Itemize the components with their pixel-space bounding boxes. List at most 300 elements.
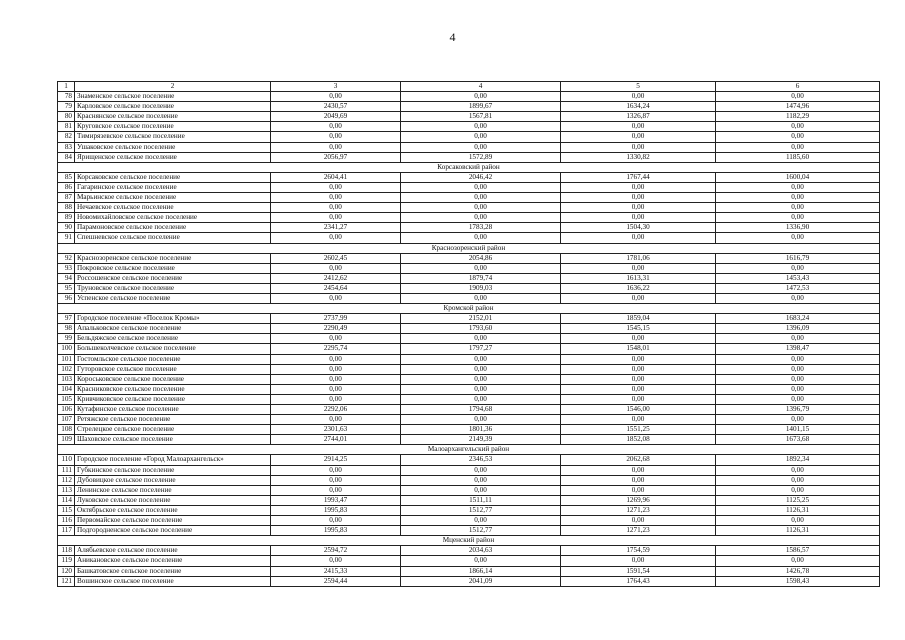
value-cell-col6: 1401,15 bbox=[716, 425, 880, 435]
row-number: 85 bbox=[58, 172, 75, 182]
table-row bbox=[58, 475, 880, 485]
value-cell-col4: 1801,36 bbox=[401, 425, 561, 435]
value-cell-col4: 0,00 bbox=[401, 384, 561, 394]
value-cell-col4: 0,00 bbox=[401, 394, 561, 404]
settlement-name: Первомайское сельское поселение bbox=[75, 516, 271, 526]
settlement-name: Бельдяжское сельское поселение bbox=[75, 334, 271, 344]
row-number: 98 bbox=[58, 324, 75, 334]
settlement-name: Новомихайловское сельское поселение bbox=[75, 213, 271, 223]
value-cell-col3: 2341,27 bbox=[271, 223, 401, 233]
table-row bbox=[58, 364, 880, 374]
district-row bbox=[58, 445, 880, 455]
value-cell-col4: 0,00 bbox=[401, 374, 561, 384]
value-cell-col6: 1396,79 bbox=[716, 405, 880, 415]
value-cell-col6: 0,00 bbox=[716, 374, 880, 384]
value-cell-col5: 1326,87 bbox=[561, 112, 716, 122]
value-cell-col6: 1892,34 bbox=[716, 455, 880, 465]
row-number: 104 bbox=[58, 384, 75, 394]
value-cell-col6: 1125,25 bbox=[716, 495, 880, 505]
value-cell-col4: 0,00 bbox=[401, 475, 561, 485]
value-cell-col5: 1852,08 bbox=[561, 435, 716, 445]
value-cell-col3: 0,00 bbox=[271, 475, 401, 485]
value-cell-col3: 0,00 bbox=[271, 193, 401, 203]
value-cell-col6: 1453,43 bbox=[716, 273, 880, 283]
row-number: 109 bbox=[58, 435, 75, 445]
row-number: 93 bbox=[58, 263, 75, 273]
row-number: 101 bbox=[58, 354, 75, 364]
value-cell-col4: 0,00 bbox=[401, 122, 561, 132]
row-number: 115 bbox=[58, 505, 75, 515]
value-cell-col5: 0,00 bbox=[561, 364, 716, 374]
value-cell-col5: 1859,04 bbox=[561, 314, 716, 324]
settlement-name: Башкатовское сельское поселение bbox=[75, 566, 271, 576]
value-cell-col4: 0,00 bbox=[401, 193, 561, 203]
row-number: 108 bbox=[58, 425, 75, 435]
settlement-name: Ленинское сельское поселение bbox=[75, 485, 271, 495]
settlement-name: Стрелецкое сельское поселение bbox=[75, 425, 271, 435]
header-cell: 6 bbox=[716, 82, 880, 92]
value-cell-col6: 0,00 bbox=[716, 394, 880, 404]
table-row bbox=[58, 112, 880, 122]
value-cell-col4: 2149,39 bbox=[401, 435, 561, 445]
value-cell-col3: 2412,62 bbox=[271, 273, 401, 283]
value-cell-col5: 0,00 bbox=[561, 516, 716, 526]
value-cell-col4: 1572,89 bbox=[401, 152, 561, 162]
value-cell-col4: 1879,74 bbox=[401, 273, 561, 283]
value-cell-col4: 0,00 bbox=[401, 293, 561, 303]
settlement-name: Краснянское сельское поселение bbox=[75, 112, 271, 122]
row-number: 88 bbox=[58, 203, 75, 213]
value-cell-col6: 0,00 bbox=[716, 354, 880, 364]
value-cell-col6: 1600,04 bbox=[716, 172, 880, 182]
table-row bbox=[58, 182, 880, 192]
row-number: 116 bbox=[58, 516, 75, 526]
table-row bbox=[58, 546, 880, 556]
settlement-name: Подгородненское сельское поселение bbox=[75, 526, 271, 536]
row-number: 113 bbox=[58, 485, 75, 495]
table-row bbox=[58, 122, 880, 132]
settlement-name: Россошенское сельское поселение bbox=[75, 273, 271, 283]
value-cell-col5: 1330,82 bbox=[561, 152, 716, 162]
table-row bbox=[58, 203, 880, 213]
table-row bbox=[58, 152, 880, 162]
settlement-name: Ушаковское сельское поселение bbox=[75, 142, 271, 152]
value-cell-col3: 0,00 bbox=[271, 516, 401, 526]
value-cell-col6: 0,00 bbox=[716, 92, 880, 102]
value-cell-col4: 2152,01 bbox=[401, 314, 561, 324]
value-cell-col6: 1336,90 bbox=[716, 223, 880, 233]
value-cell-col6: 0,00 bbox=[716, 293, 880, 303]
value-cell-col5: 0,00 bbox=[561, 334, 716, 344]
row-number: 102 bbox=[58, 364, 75, 374]
value-cell-col6: 0,00 bbox=[716, 364, 880, 374]
settlement-name: Гуторовское сельское поселение bbox=[75, 364, 271, 374]
value-cell-col3: 0,00 bbox=[271, 354, 401, 364]
value-cell-col6: 0,00 bbox=[716, 182, 880, 192]
value-cell-col5: 0,00 bbox=[561, 142, 716, 152]
value-cell-col3: 0,00 bbox=[271, 384, 401, 394]
table-row bbox=[58, 374, 880, 384]
table-row bbox=[58, 273, 880, 283]
value-cell-col4: 1866,14 bbox=[401, 566, 561, 576]
value-cell-col6: 1126,31 bbox=[716, 526, 880, 536]
value-cell-col4: 0,00 bbox=[401, 364, 561, 374]
value-cell-col5: 0,00 bbox=[561, 132, 716, 142]
value-cell-col6: 1586,57 bbox=[716, 546, 880, 556]
settlement-name: Шаховское сельское поселение bbox=[75, 435, 271, 445]
table-row bbox=[58, 102, 880, 112]
value-cell-col4: 0,00 bbox=[401, 132, 561, 142]
row-number: 107 bbox=[58, 415, 75, 425]
table-row bbox=[58, 495, 880, 505]
value-cell-col5: 0,00 bbox=[561, 193, 716, 203]
settlement-name: Красниковское сельское поселение bbox=[75, 384, 271, 394]
value-cell-col4: 1567,81 bbox=[401, 112, 561, 122]
row-number: 86 bbox=[58, 182, 75, 192]
row-number: 92 bbox=[58, 253, 75, 263]
value-cell-col5: 0,00 bbox=[561, 415, 716, 425]
district-name: Малоархангельский район bbox=[58, 445, 880, 455]
value-cell-col6: 1616,79 bbox=[716, 253, 880, 263]
value-cell-col6: 1472,53 bbox=[716, 283, 880, 293]
row-number: 89 bbox=[58, 213, 75, 223]
settlement-name: Гостомльское сельское поселение bbox=[75, 354, 271, 364]
value-cell-col6: 1683,24 bbox=[716, 314, 880, 324]
value-cell-col3: 0,00 bbox=[271, 203, 401, 213]
row-number: 95 bbox=[58, 283, 75, 293]
value-cell-col5: 0,00 bbox=[561, 556, 716, 566]
settlement-name: Дубовицкое сельское поселение bbox=[75, 475, 271, 485]
value-cell-col3: 0,00 bbox=[271, 92, 401, 102]
value-cell-col4: 1794,68 bbox=[401, 405, 561, 415]
value-cell-col6: 0,00 bbox=[716, 516, 880, 526]
settlement-name: Знаменское сельское поселение bbox=[75, 92, 271, 102]
value-cell-col3: 2602,45 bbox=[271, 253, 401, 263]
value-cell-col3: 0,00 bbox=[271, 182, 401, 192]
value-cell-col3: 0,00 bbox=[271, 132, 401, 142]
value-cell-col3: 1993,47 bbox=[271, 495, 401, 505]
value-cell-col4: 0,00 bbox=[401, 465, 561, 475]
district-name: Краснозоренский район bbox=[58, 243, 880, 253]
row-number: 94 bbox=[58, 273, 75, 283]
row-number: 79 bbox=[58, 102, 75, 112]
value-cell-col5: 0,00 bbox=[561, 203, 716, 213]
value-cell-col5: 0,00 bbox=[561, 293, 716, 303]
table-row bbox=[58, 324, 880, 334]
row-number: 99 bbox=[58, 334, 75, 344]
table-row bbox=[58, 263, 880, 273]
settlement-name: Апальковское сельское поселение bbox=[75, 324, 271, 334]
settlement-name: Марьинское сельское поселение bbox=[75, 193, 271, 203]
district-row bbox=[58, 243, 880, 253]
value-cell-col4: 0,00 bbox=[401, 92, 561, 102]
table-row bbox=[58, 556, 880, 566]
settlement-name: Гагаринское сельское поселение bbox=[75, 182, 271, 192]
table-row bbox=[58, 213, 880, 223]
row-number: 111 bbox=[58, 465, 75, 475]
value-cell-col6: 0,00 bbox=[716, 334, 880, 344]
row-number: 87 bbox=[58, 193, 75, 203]
value-cell-col5: 0,00 bbox=[561, 485, 716, 495]
value-cell-col5: 1636,22 bbox=[561, 283, 716, 293]
settlement-name: Ретяжское сельское поселение bbox=[75, 415, 271, 425]
settlement-name: Спешневское сельское поселение bbox=[75, 233, 271, 243]
value-cell-col3: 0,00 bbox=[271, 465, 401, 475]
table-row bbox=[58, 516, 880, 526]
value-cell-col3: 0,00 bbox=[271, 334, 401, 344]
row-number: 78 bbox=[58, 92, 75, 102]
value-cell-col5: 0,00 bbox=[561, 374, 716, 384]
value-cell-col6: 1396,09 bbox=[716, 324, 880, 334]
value-cell-col3: 0,00 bbox=[271, 364, 401, 374]
value-cell-col5: 1634,24 bbox=[561, 102, 716, 112]
settlement-name: Нечаевское сельское поселение bbox=[75, 203, 271, 213]
value-cell-col3: 0,00 bbox=[271, 415, 401, 425]
value-cell-col3: 2292,06 bbox=[271, 405, 401, 415]
table-row bbox=[58, 455, 880, 465]
settlement-name: Октябрьское сельское поселение bbox=[75, 505, 271, 515]
value-cell-col5: 1271,23 bbox=[561, 526, 716, 536]
row-number: 82 bbox=[58, 132, 75, 142]
value-cell-col5: 0,00 bbox=[561, 92, 716, 102]
value-cell-col5: 1591,54 bbox=[561, 566, 716, 576]
value-cell-col5: 2062,68 bbox=[561, 455, 716, 465]
value-cell-col3: 0,00 bbox=[271, 142, 401, 152]
settlement-name: Губкинское сельское поселение bbox=[75, 465, 271, 475]
row-number: 117 bbox=[58, 526, 75, 536]
value-cell-col4: 1511,11 bbox=[401, 495, 561, 505]
header-cell: 1 bbox=[58, 82, 75, 92]
value-cell-col4: 0,00 bbox=[401, 213, 561, 223]
value-cell-col4: 2346,53 bbox=[401, 455, 561, 465]
value-cell-col6: 0,00 bbox=[716, 142, 880, 152]
value-cell-col6: 0,00 bbox=[716, 263, 880, 273]
value-cell-col4: 1793,60 bbox=[401, 324, 561, 334]
row-number: 105 bbox=[58, 394, 75, 404]
settlement-name: Ярищенское сельское поселение bbox=[75, 152, 271, 162]
value-cell-col6: 0,00 bbox=[716, 485, 880, 495]
row-number: 103 bbox=[58, 374, 75, 384]
table-row bbox=[58, 92, 880, 102]
value-cell-col3: 2604,41 bbox=[271, 172, 401, 182]
value-cell-col4: 0,00 bbox=[401, 415, 561, 425]
table-row bbox=[58, 354, 880, 364]
district-name: Мценский район bbox=[58, 536, 880, 546]
value-cell-col3: 2737,99 bbox=[271, 314, 401, 324]
district-row bbox=[58, 304, 880, 314]
row-number: 114 bbox=[58, 495, 75, 505]
settlement-name: Краснозоренское сельское поселение bbox=[75, 253, 271, 263]
value-cell-col3: 2430,57 bbox=[271, 102, 401, 112]
table-row bbox=[58, 193, 880, 203]
district-name: Кромской район bbox=[58, 304, 880, 314]
table-row bbox=[58, 465, 880, 475]
value-cell-col6: 0,00 bbox=[716, 556, 880, 566]
settlement-name: Короськовское сельское поселение bbox=[75, 374, 271, 384]
table-row bbox=[58, 415, 880, 425]
page-number: 4 bbox=[449, 30, 456, 44]
value-cell-col5: 1613,31 bbox=[561, 273, 716, 283]
value-cell-col3: 0,00 bbox=[271, 233, 401, 243]
value-cell-col3: 0,00 bbox=[271, 556, 401, 566]
value-cell-col3: 2415,33 bbox=[271, 566, 401, 576]
table-row bbox=[58, 334, 880, 344]
value-cell-col5: 0,00 bbox=[561, 263, 716, 273]
row-number: 80 bbox=[58, 112, 75, 122]
row-number: 119 bbox=[58, 556, 75, 566]
value-cell-col6: 1126,31 bbox=[716, 505, 880, 515]
settlement-name: Луковское сельское поселение bbox=[75, 495, 271, 505]
value-cell-col3: 2295,74 bbox=[271, 344, 401, 354]
value-cell-col4: 1909,03 bbox=[401, 283, 561, 293]
value-cell-col3: 2049,69 bbox=[271, 112, 401, 122]
value-cell-col3: 2290,49 bbox=[271, 324, 401, 334]
value-cell-col5: 1767,44 bbox=[561, 172, 716, 182]
value-cell-col6: 0,00 bbox=[716, 384, 880, 394]
table-row bbox=[58, 566, 880, 576]
table-row bbox=[58, 283, 880, 293]
district-name: Корсаковский район bbox=[58, 162, 880, 172]
settlement-name: Городское поселение «Город Малоархангельск» bbox=[75, 455, 271, 465]
value-cell-col3: 0,00 bbox=[271, 213, 401, 223]
row-number: 100 bbox=[58, 344, 75, 354]
table-row bbox=[58, 293, 880, 303]
value-cell-col4: 0,00 bbox=[401, 203, 561, 213]
value-cell-col4: 0,00 bbox=[401, 354, 561, 364]
settlement-name: Алябьевское сельское поселение bbox=[75, 546, 271, 556]
value-cell-col5: 0,00 bbox=[561, 354, 716, 364]
row-number: 81 bbox=[58, 122, 75, 132]
table-header-row bbox=[58, 82, 880, 92]
header-cell: 5 bbox=[561, 82, 716, 92]
value-cell-col5: 1546,00 bbox=[561, 405, 716, 415]
settlement-name: Аникановское сельское поселение bbox=[75, 556, 271, 566]
table-row bbox=[58, 384, 880, 394]
value-cell-col4: 0,00 bbox=[401, 516, 561, 526]
value-cell-col5: 0,00 bbox=[561, 475, 716, 485]
row-number: 112 bbox=[58, 475, 75, 485]
value-cell-col6: 1426,78 bbox=[716, 566, 880, 576]
row-number: 118 bbox=[58, 546, 75, 556]
district-row bbox=[58, 536, 880, 546]
value-cell-col6: 1474,96 bbox=[716, 102, 880, 112]
value-cell-col3: 1995,83 bbox=[271, 505, 401, 515]
value-cell-col3: 2594,44 bbox=[271, 576, 401, 586]
settlement-name: Вошинское сельское поселение bbox=[75, 576, 271, 586]
settlement-name: Успенское сельское поселение bbox=[75, 293, 271, 303]
row-number: 120 bbox=[58, 566, 75, 576]
value-cell-col5: 1764,43 bbox=[561, 576, 716, 586]
settlement-name: Карловское сельское поселение bbox=[75, 102, 271, 112]
value-cell-col3: 0,00 bbox=[271, 122, 401, 132]
table-row bbox=[58, 576, 880, 586]
row-number: 97 bbox=[58, 314, 75, 324]
district-row bbox=[58, 162, 880, 172]
value-cell-col5: 0,00 bbox=[561, 182, 716, 192]
value-cell-col4: 1512,77 bbox=[401, 526, 561, 536]
value-cell-col3: 2744,01 bbox=[271, 435, 401, 445]
value-cell-col5: 1545,15 bbox=[561, 324, 716, 334]
settlement-name: Корсаковское сельское поселение bbox=[75, 172, 271, 182]
value-cell-col6: 0,00 bbox=[716, 475, 880, 485]
header-cell: 2 bbox=[75, 82, 271, 92]
value-cell-col6: 0,00 bbox=[716, 465, 880, 475]
value-cell-col6: 1182,29 bbox=[716, 112, 880, 122]
value-cell-col4: 0,00 bbox=[401, 334, 561, 344]
value-cell-col5: 1504,30 bbox=[561, 223, 716, 233]
row-number: 110 bbox=[58, 455, 75, 465]
row-number: 96 bbox=[58, 293, 75, 303]
value-cell-col5: 1269,96 bbox=[561, 495, 716, 505]
value-cell-col6: 0,00 bbox=[716, 415, 880, 425]
value-cell-col5: 1551,25 bbox=[561, 425, 716, 435]
value-cell-col5: 0,00 bbox=[561, 233, 716, 243]
value-cell-col3: 0,00 bbox=[271, 374, 401, 384]
settlement-name: Парамоновское сельское поселение bbox=[75, 223, 271, 233]
settlement-name: Кривчиковское сельское поселение bbox=[75, 394, 271, 404]
table-row bbox=[58, 344, 880, 354]
row-number: 83 bbox=[58, 142, 75, 152]
table-row bbox=[58, 505, 880, 515]
value-cell-col3: 0,00 bbox=[271, 263, 401, 273]
value-cell-col4: 0,00 bbox=[401, 142, 561, 152]
table-row bbox=[58, 132, 880, 142]
value-cell-col6: 0,00 bbox=[716, 122, 880, 132]
value-cell-col4: 2034,63 bbox=[401, 546, 561, 556]
value-cell-col4: 1512,77 bbox=[401, 505, 561, 515]
settlement-table bbox=[57, 81, 880, 587]
row-number: 91 bbox=[58, 233, 75, 243]
value-cell-col6: 0,00 bbox=[716, 203, 880, 213]
row-number: 106 bbox=[58, 405, 75, 415]
table-row bbox=[58, 405, 880, 415]
table-row bbox=[58, 425, 880, 435]
row-number: 121 bbox=[58, 576, 75, 586]
value-cell-col6: 0,00 bbox=[716, 233, 880, 243]
value-cell-col4: 2054,86 bbox=[401, 253, 561, 263]
header-cell: 4 bbox=[401, 82, 561, 92]
value-cell-col5: 1781,06 bbox=[561, 253, 716, 263]
value-cell-col5: 1271,23 bbox=[561, 505, 716, 515]
value-cell-col3: 2301,63 bbox=[271, 425, 401, 435]
settlement-name: Покровское сельское поселение bbox=[75, 263, 271, 273]
value-cell-col6: 1598,43 bbox=[716, 576, 880, 586]
value-cell-col3: 0,00 bbox=[271, 485, 401, 495]
value-cell-col3: 0,00 bbox=[271, 293, 401, 303]
table-row bbox=[58, 172, 880, 182]
value-cell-col6: 1673,68 bbox=[716, 435, 880, 445]
table-row bbox=[58, 526, 880, 536]
value-cell-col3: 2914,25 bbox=[271, 455, 401, 465]
value-cell-col5: 0,00 bbox=[561, 384, 716, 394]
value-cell-col4: 0,00 bbox=[401, 233, 561, 243]
value-cell-col3: 2454,64 bbox=[271, 283, 401, 293]
table-row bbox=[58, 435, 880, 445]
header-cell: 3 bbox=[271, 82, 401, 92]
value-cell-col4: 0,00 bbox=[401, 485, 561, 495]
table-row bbox=[58, 142, 880, 152]
value-cell-col4: 1783,28 bbox=[401, 223, 561, 233]
settlement-name: Большеколчевское сельское поселение bbox=[75, 344, 271, 354]
value-cell-col4: 0,00 bbox=[401, 182, 561, 192]
value-cell-col5: 1548,01 bbox=[561, 344, 716, 354]
value-cell-col4: 0,00 bbox=[401, 556, 561, 566]
settlement-name: Труновское сельское поселение bbox=[75, 283, 271, 293]
value-cell-col5: 1754,59 bbox=[561, 546, 716, 556]
value-cell-col4: 0,00 bbox=[401, 263, 561, 273]
value-cell-col4: 2046,42 bbox=[401, 172, 561, 182]
settlement-name: Кутафинское сельское поселение bbox=[75, 405, 271, 415]
